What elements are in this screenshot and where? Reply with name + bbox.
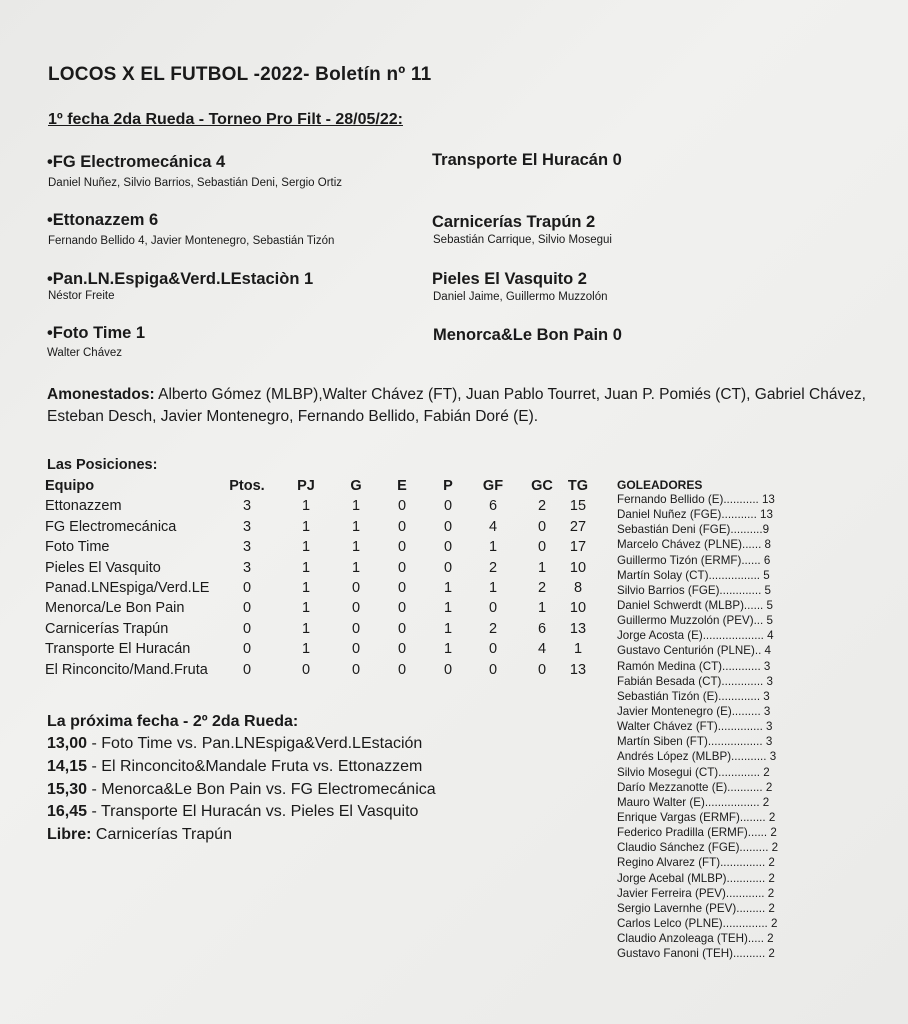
stat-cell: 1 [573,641,583,658]
match-1-home: •FG Electromecánica 4 [47,153,226,171]
stat-cell: 1 [301,539,311,556]
header-pj: PJ [297,478,315,494]
team-name-cell: Pieles El Vasquito [45,559,161,576]
stat-cell: 1 [537,600,547,617]
stat-cell: 10 [569,559,587,576]
stat-cell: 0 [443,559,453,576]
stat-cell: 0 [351,661,361,678]
next-round-item [47,735,422,753]
scorer-row [617,537,807,552]
scorer-entry: Fernando Bellido (E)........... 13 [617,493,775,506]
stat-cell: 27 [569,518,587,535]
next-round-fixture: - Menorca&Le Bon Pain vs. FG Electromecánica [87,781,436,798]
stat-cell: 2 [537,580,547,597]
stat-cell: 3 [242,518,252,535]
header-tg: TG [567,478,589,494]
stat-cell: 1 [537,559,547,576]
stat-cell: 4 [537,641,547,658]
stat-cell: 13 [569,661,587,678]
standings-row [45,578,595,598]
next-round-time: 14,15 [47,758,88,775]
header-gf: GF [482,478,504,494]
scorer-row [617,659,807,674]
stat-cell: 0 [397,620,407,637]
header-gc: GC [531,478,553,494]
next-round-time: 13,00 [47,735,88,752]
scorer-row [617,749,807,764]
standings-header-row [45,476,595,496]
scorer-entry: Jorge Acosta (E)................... 4 [617,629,774,643]
header-g: G [350,478,362,494]
stat-cell: 0 [443,539,453,556]
scorer-entry: Marcelo Chávez (PLNE)...... 8 [617,538,771,552]
stat-cell: 0 [397,559,407,576]
stat-cell: 2 [537,498,547,515]
scorer-entry: Ramón Medina (CT)............ 3 [617,659,771,673]
scorer-row [617,916,807,931]
match-1-home-scorers: Daniel Nuñez, Silvio Barrios, Sebastián Deni, Sergio Ortiz [48,177,343,189]
scorer-entry: Daniel Nuñez (FGE)........... 13 [617,508,773,522]
scorer-row [617,492,807,507]
stat-cell: 8 [573,580,583,597]
scorer-entry: Sergio Lavernhe (PEV)......... 2 [617,901,775,915]
standings-row [45,496,595,516]
stat-cell: 0 [443,518,453,535]
stat-cell: 1 [301,641,311,658]
scorer-row [617,855,807,870]
team-name-cell: Ettonazzem [45,498,122,515]
match-3-away: Pieles El Vasquito 2 [432,270,587,288]
stat-cell: 0 [443,661,453,678]
stat-cell: 1 [301,580,311,597]
scorer-row [617,674,807,689]
scorer-row [617,825,807,840]
scorers-list [617,492,807,961]
scorer-entry: Walter Chávez (FT).............. 3 [617,720,773,734]
scorer-row [617,810,807,825]
stat-cell: 0 [397,498,407,515]
stat-cell: 1 [351,539,361,556]
next-round-fixture: Carnicerías Trapún [91,826,232,843]
stat-cell: 1 [301,518,311,535]
stat-cell: 0 [351,600,361,617]
next-round-time: 15,30 [47,781,88,798]
stat-cell: 1 [351,498,361,515]
scorer-entry: Enrique Vargas (ERMF)........ 2 [617,810,776,824]
scorer-entry: Regino Alvarez (FT).............. 2 [617,856,775,870]
standings-row [45,639,595,659]
next-round-fixture: - Foto Time vs. Pan.LNEspiga&Verd.LEstación [87,735,423,752]
scorer-entry: Martín Solay (CT)................ 5 [617,568,770,582]
next-round-item [47,803,418,821]
stat-cell: 0 [537,518,547,535]
scorer-row [617,946,807,961]
scorer-row [617,583,807,598]
match-2-away: Carnicerías Trapún 2 [432,213,596,231]
stat-cell: 0 [242,620,252,637]
stat-cell: 0 [397,600,407,617]
scorer-entry: Sebastián Tizón (E)............. 3 [617,689,770,703]
standings-row [45,517,595,537]
match-4-home: •Foto Time 1 [47,324,146,342]
team-name-cell: El Rinconcito/Mand.Fruta [45,661,208,678]
next-round-item [47,781,436,799]
standings-row [45,558,595,578]
stat-cell: 1 [443,641,453,658]
standings-row [45,660,595,680]
next-round-time: 16,45 [47,803,88,820]
scorer-entry: Gustavo Fanoni (TEH).......... 2 [617,947,775,961]
stat-cell: 0 [397,518,407,535]
stat-cell: 0 [443,498,453,515]
stat-cell: 0 [397,641,407,658]
stat-cell: 1 [443,600,453,617]
stat-cell: 0 [397,539,407,556]
stat-cell: 0 [301,661,311,678]
team-name-cell: Menorca/Le Bon Pain [45,600,185,617]
stat-cell: 0 [537,539,547,556]
header-ptos: Ptos. [229,478,265,494]
stat-cell: 1 [488,580,498,597]
scorers-title: GOLEADORES [617,478,703,492]
warnings-label: Amonestados: [47,386,155,403]
scorer-row [617,522,807,537]
header-equipo: Equipo [45,478,95,494]
scorer-entry: Jorge Acebal (MLBP)............ 2 [617,871,775,885]
stat-cell: 0 [351,641,361,658]
stat-cell: 2 [488,559,498,576]
scorer-row [617,886,807,901]
team-name-cell: Transporte El Huracán [45,641,191,658]
scorer-entry: Guillermo Muzzolón (PEV)... 5 [617,614,773,628]
match-4-away: Menorca&Le Bon Pain 0 [433,326,622,344]
scorer-entry: Martín Siben (FT)................. 3 [617,735,773,749]
stat-cell: 1 [351,559,361,576]
stat-cell: 0 [488,661,498,678]
scorer-row [617,840,807,855]
scorer-row [617,871,807,886]
stat-cell: 1 [443,620,453,637]
stat-cell: 3 [242,498,252,515]
match-4-home-scorers: Walter Chávez [47,347,122,359]
scorer-row [617,765,807,780]
stat-cell: 0 [242,600,252,617]
stat-cell: 1 [351,518,361,535]
team-name-cell: Foto Time [45,539,110,556]
stat-cell: 6 [488,498,498,515]
match-2-home-scorers: Fernando Bellido 4, Javier Montenegro, Sebastián Tizón [48,235,335,247]
scorer-entry: Silvio Mosegui (CT)............. 2 [617,765,770,779]
stat-cell: 3 [242,559,252,576]
stat-cell: 1 [488,539,498,556]
scorer-entry: Javier Montenegro (E)......... 3 [617,704,771,718]
scorer-entry: Mauro Walter (E)................. 2 [617,795,770,809]
standings-row [45,619,595,639]
scorer-entry: Daniel Schwerdt (MLBP)...... 5 [617,598,773,612]
stat-cell: 2 [488,620,498,637]
scorer-row [617,704,807,719]
stat-cell: 17 [569,539,587,556]
stat-cell: 0 [351,620,361,637]
match-3-home-scorers: Néstor Freite [48,290,115,302]
next-round-item [47,826,232,844]
stat-cell: 6 [537,620,547,637]
scorer-entry: Carlos Lelco (PLNE).............. 2 [617,916,778,930]
scorer-row [617,689,807,704]
round-subtitle: 1º fecha 2da Rueda - Torneo Pro Filt - 28/05/22: [48,111,403,128]
stat-cell: 10 [569,600,587,617]
scorer-row [617,553,807,568]
scorer-entry: Claudio Anzoleaga (TEH)..... 2 [617,932,774,946]
standings-title: Las Posiciones: [47,457,158,473]
stat-cell: 15 [569,498,587,515]
scorer-row [617,628,807,643]
next-round-item [47,758,422,776]
stat-cell: 3 [242,539,252,556]
scorer-entry: Federico Pradilla (ERMF)...... 2 [617,826,777,840]
team-name-cell: Panad.LNEspiga/Verd.LE [45,580,210,597]
scorer-entry: Darío Mezzanotte (E)........... 2 [617,780,773,794]
warnings-paragraph [47,384,867,428]
stat-cell: 13 [569,620,587,637]
scorer-row [617,613,807,628]
scorer-row [617,734,807,749]
match-2-away-scorers: Sebastián Carrique, Silvio Mosegui [433,234,612,246]
match-2-home: •Ettonazzem 6 [47,211,159,229]
scorer-row [617,568,807,583]
standings-table [45,476,595,680]
scorer-entry: Claudio Sánchez (FGE)......... 2 [617,841,779,855]
scorer-entry: Gustavo Centurión (PLNE).. 4 [617,644,772,658]
stat-cell: 0 [488,600,498,617]
scorer-entry: Sebastián Deni (FGE)..........9 [617,523,770,537]
next-round-time: Libre: [47,826,92,843]
scorer-row [617,719,807,734]
stat-cell: 1 [443,580,453,597]
stat-cell: 1 [301,600,311,617]
stat-cell: 0 [351,580,361,597]
scorer-entry: Javier Ferreira (PEV)............ 2 [617,886,775,900]
scorer-row [617,507,807,522]
stat-cell: 0 [397,661,407,678]
scorer-row [617,901,807,916]
next-round-fixture: - Transporte El Huracán vs. Pieles El Vasquito [87,803,419,820]
team-name-cell: Carnicerías Trapún [45,620,169,637]
match-1-away: Transporte El Huracán 0 [432,151,622,169]
stat-cell: 0 [488,641,498,658]
stat-cell: 0 [242,580,252,597]
stat-cell: 0 [242,641,252,658]
header-e: E [397,478,407,494]
next-round-title: La próxima fecha - 2º 2da Rueda: [47,713,299,730]
scorer-entry: Guillermo Tizón (ERMF)...... 6 [617,553,771,567]
bulletin-title: LOCOS X EL FUTBOL -2022- Boletín nº 11 [48,64,432,85]
stat-cell: 4 [488,518,498,535]
standings-row [45,598,595,618]
stat-cell: 1 [301,620,311,637]
scorer-entry: Fabián Besada (CT)............. 3 [617,674,773,688]
stat-cell: 0 [397,580,407,597]
scorer-row [617,643,807,658]
header-p: P [443,478,453,494]
match-3-away-scorers: Daniel Jaime, Guillermo Muzzolón [433,291,608,303]
scorer-row [617,598,807,613]
scorer-row [617,795,807,810]
warnings-text: Alberto Gómez (MLBP),Walter Chávez (FT), Juan Pablo Tourret, Juan P. Pomiés (CT), Gabriel Chávez, Esteban Desch, Javier Montenegro, Fernando Bellido, Fabián Doré (E). [47,386,866,425]
standings-row [45,537,595,557]
scorer-row [617,931,807,946]
match-3-home: •Pan.LN.Espiga&Verd.LEstaciòn 1 [47,270,314,288]
scorer-row [617,780,807,795]
stat-cell: 0 [242,661,252,678]
stat-cell: 0 [537,661,547,678]
scorer-entry: Andrés López (MLBP)........... 3 [617,750,777,764]
stat-cell: 1 [301,559,311,576]
scorer-entry: Silvio Barrios (FGE)............. 5 [617,583,771,597]
team-name-cell: FG Electromecánica [45,518,177,535]
next-round-fixture: - El Rinconcito&Mandale Fruta vs. Ettonazzem [87,758,423,775]
stat-cell: 1 [301,498,311,515]
